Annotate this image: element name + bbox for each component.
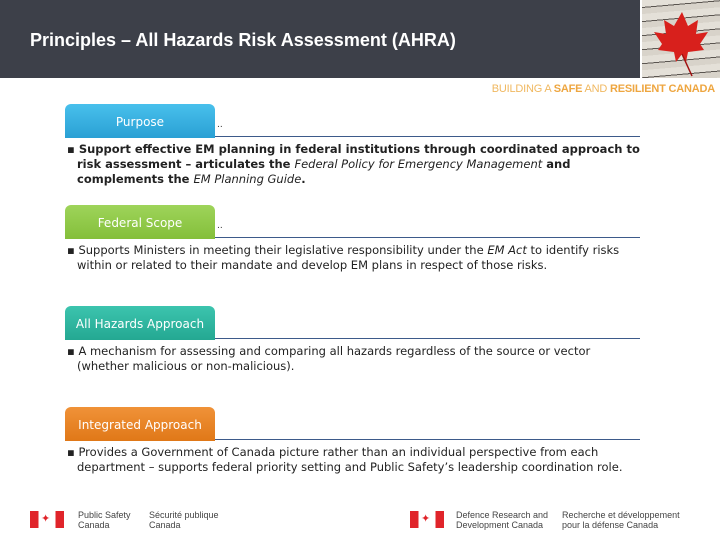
canada-flag-icon (410, 511, 444, 528)
bullet-text: ▪ Supports Ministers in meeting their legislative responsibility under the EM Act to identify risks within or related to their mandate and develop EM plans in respect of those risks. (67, 243, 620, 272)
page-title: Principles – All Hazards Risk Assessment (AHRA) (30, 30, 456, 50)
section-all-hazards (65, 306, 640, 374)
bullet-text: ▪ Provides a Government of Canada picture rather than an individual perspective from each department – supports federal priority setting and Public Safety’s leadership coordination role. (67, 445, 623, 474)
bullet-text: ▪ A mechanism for assessing and comparing all hazards regardless of the source or vector (whether malicious or non-malicious). (67, 344, 591, 373)
maple-leaf-photo (642, 0, 720, 78)
tab-integrated: Integrated Approach (65, 407, 215, 441)
ps-logo-fr: Sécurité publique Canada (149, 510, 219, 530)
drdc-logo-fr: Recherche et développement pour la défense Canada (562, 510, 680, 530)
bullet-text: ▪ Support effective EM planning in federal institutions through coordinated approach to risk assessment – articulates the Federal Policy for Emergency Management and complements the EM Planning Guide. (67, 142, 640, 186)
tab-federal-scope: Federal Scope (65, 205, 215, 239)
section-federal-scope: Federal Scope .. ▪ Supports Ministers in meeting their legislative responsibility under the EM Act to identify risks within or related to their mandate and develop EM plans in respect of those risks. (65, 205, 640, 273)
section-integrated (65, 407, 640, 475)
section-purpose: Purpose .. ▪ Support effective EM planning in federal institutions through coordinated approach to risk assessment – articulates the Federal Policy for Emergency Management and complements the EM Planning Guide. (65, 104, 640, 187)
canada-flag-icon (30, 511, 64, 528)
tagline: BUILDING A SAFE AND RESILIENT CANADA (491, 83, 715, 95)
tab-purpose: Purpose (65, 104, 215, 138)
ps-logo-en: Public Safety Canada (78, 510, 131, 530)
tab-all-hazards: All Hazards Approach (65, 306, 215, 340)
header-bar (0, 0, 640, 78)
drdc-logo-en: Defence Research and Development Canada (456, 510, 549, 530)
